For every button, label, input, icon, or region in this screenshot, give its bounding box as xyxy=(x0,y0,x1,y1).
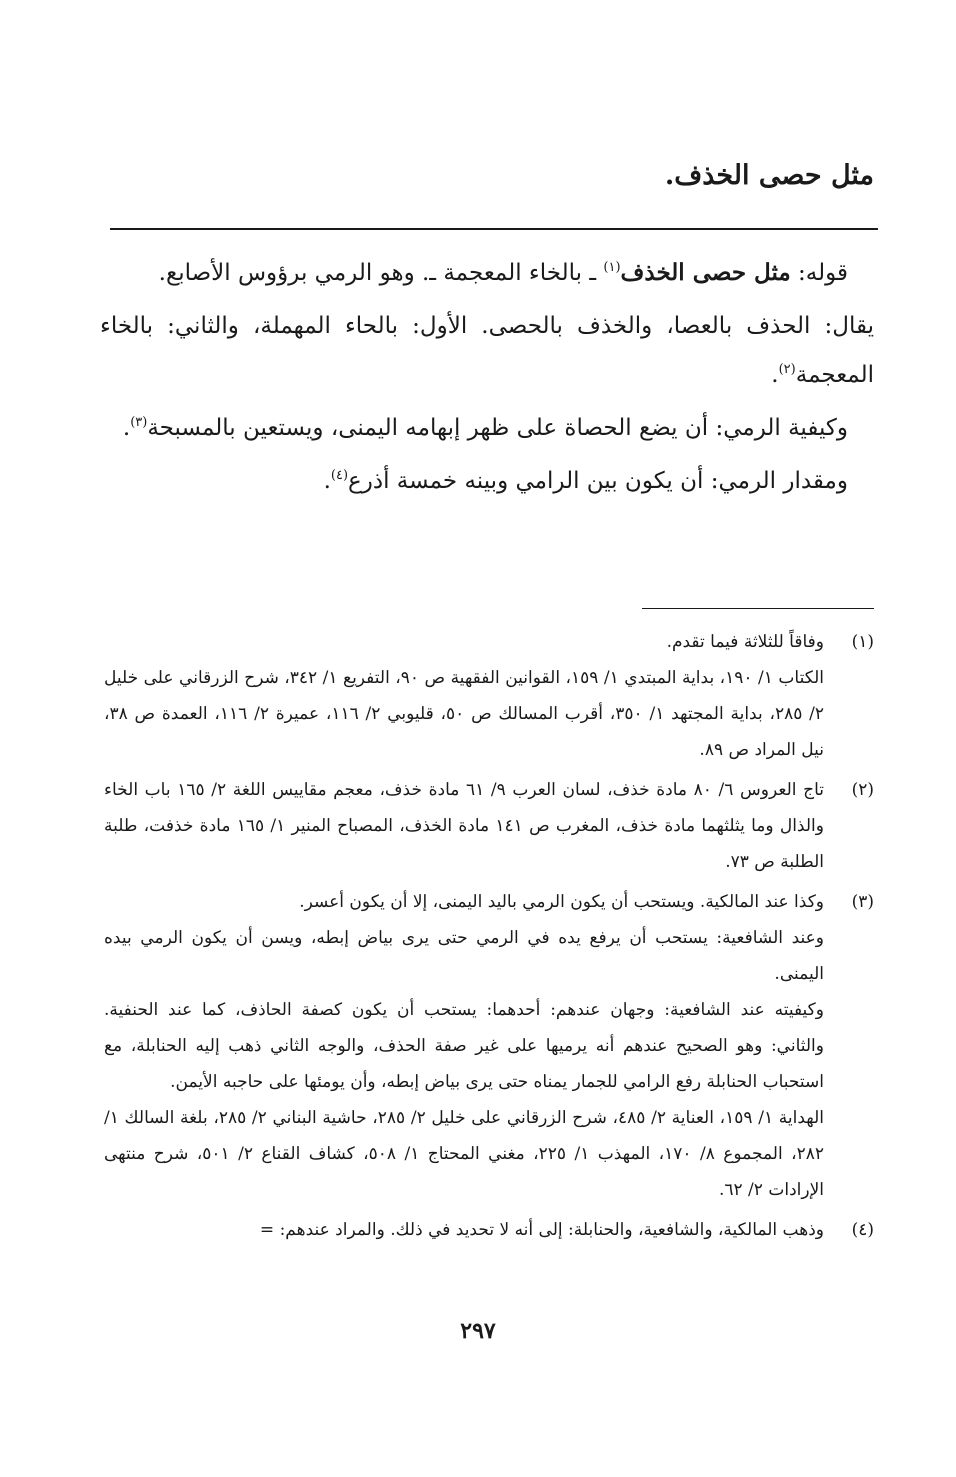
paragraph-4 xyxy=(100,457,874,506)
paragraph-2-text: يقال: الحذف بالعصا، والخذف بالحصى. الأول: بالحاء المهملة، والثاني: بالخاء المعجمة xyxy=(100,313,874,388)
footnote-line: تاج العروس ٦/ ٨٠ مادة خذف، لسان العرب ٩/ ٦١ مادة خذف، معجم مقاييس اللغة ٢/ ١٦٥ باب الخاء والذال وما يثلثهما مادة خذف، المغرب ص ١٤١ مادة الخذف، المصباح المنير ١/ ١٦٥ مادة خذفت، طلبة الطلبة ص ٧٣. xyxy=(104,780,825,872)
footnote-2 xyxy=(104,772,874,880)
paragraph-4-end: . xyxy=(323,468,331,494)
footnote-line: وذهب المالكية، والشافعية، والحنابلة: إلى أنه لا تحديد في ذلك. والمراد عندهم: = xyxy=(259,1220,824,1240)
footnote-4 xyxy=(104,1212,874,1248)
footnote-line: وعند الشافعية: يستحب أن يرفع يده في الرمي حتى يرى بياض إبطه، ويسن أن يكون الرمي بيده اليمنى. xyxy=(104,928,824,984)
page-number: ٢٩٧ xyxy=(460,1318,496,1344)
paragraph-1-prefix: قوله: xyxy=(790,260,848,286)
paragraph-3-end: . xyxy=(122,415,131,441)
paragraph-2 xyxy=(100,302,874,400)
paragraph-1-rest: ـ بالخاء المعجمة ـ. وهو الرمي برؤوس الأصابع. xyxy=(158,260,604,286)
footnote-line: الكتاب ١/ ١٩٠، بداية المبتدي ١/ ١٥٩، القوانين الفقهية ص ٩٠، التفريع ١/ ٣٤٢، شرح الزرقاني على خليل ٢/ ٢٨٥، بداية المجتهد ١/ ٣٥٠، أقرب المسالك ص ٥٠، قليوبي ٢/ ١١٦، عميرة ٢/ ١١٦، العمدة ص ٣٨، نيل المراد ص ٨٩. xyxy=(104,668,825,760)
footnote-ref-3: (٣) xyxy=(130,415,148,430)
footnote-line: وكيفيته عند الشافعية: وجهان عندهم: أحدهما: يستحب أن يكون كصفة الحاذف، كما عند الحنفية. والثاني: وهو الصحيح عندهم أنه يرميها على غير صفة الحذف، والوجه الثاني ذهب إليه الحنابلة، مع استحباب الحنابلة رفع الرامي للجمار يمناه حتى يرى بياض إبطه، وأن يومئها على حاجبه الأيمن. xyxy=(104,1000,824,1092)
footnote-ref-2: (٢) xyxy=(778,362,796,377)
paragraph-4-text: ومقدار الرمي: أن يكون بين الرامي وبينه خمسة أذرع xyxy=(348,468,848,494)
main-text xyxy=(100,248,874,510)
heading-divider xyxy=(110,228,878,230)
section-heading: مثل حصى الخذف. xyxy=(664,160,874,191)
footnote-3 xyxy=(104,884,874,1208)
footnote-1 xyxy=(104,624,874,768)
footnote-number: (٢) xyxy=(851,780,874,800)
footnote-line: وكذا عند المالكية. ويستحب أن يكون الرمي باليد اليمنى، إلا أن يكون أعسر. xyxy=(299,892,824,912)
paragraph-1 xyxy=(100,248,874,298)
footnote-number: (٤) xyxy=(851,1220,874,1240)
footnote-ref-1: (١) xyxy=(603,260,621,275)
footnotes xyxy=(104,624,874,1252)
paragraph-3-text: وكيفية الرمي: أن يضع الحصاة على ظهر إبهامه اليمنى، ويستعين بالمسبحة xyxy=(147,415,848,441)
paragraph-3 xyxy=(100,404,874,453)
footnote-ref-4: (٤) xyxy=(330,468,349,483)
footnote-number: (٣) xyxy=(851,892,874,912)
paragraph-2-end: . xyxy=(771,362,779,388)
footnote-number: (١) xyxy=(851,632,874,652)
footnote-line: الهداية ١/ ١٥٩، العناية ٢/ ٤٨٥، شرح الزرقاني على خليل ٢/ ٢٨٥، حاشية البناني ٢/ ٢٨٥، بلغة السالك ١/ ٢٨٢، المجموع ٨/ ١٧٠، المهذب ١/ ٢٢٥، مغني المحتاج ١/ ٥٠٨، كشاف القناع ٢/ ٥٠١، شرح منتهى الإرادات ٢/ ٦٢. xyxy=(104,1108,825,1200)
paragraph-1-term: مثل حصى الخذف xyxy=(620,259,791,286)
footnote-divider xyxy=(642,608,874,609)
footnote-line: وفاقاً للثلاثة فيما تقدم. xyxy=(666,632,824,652)
